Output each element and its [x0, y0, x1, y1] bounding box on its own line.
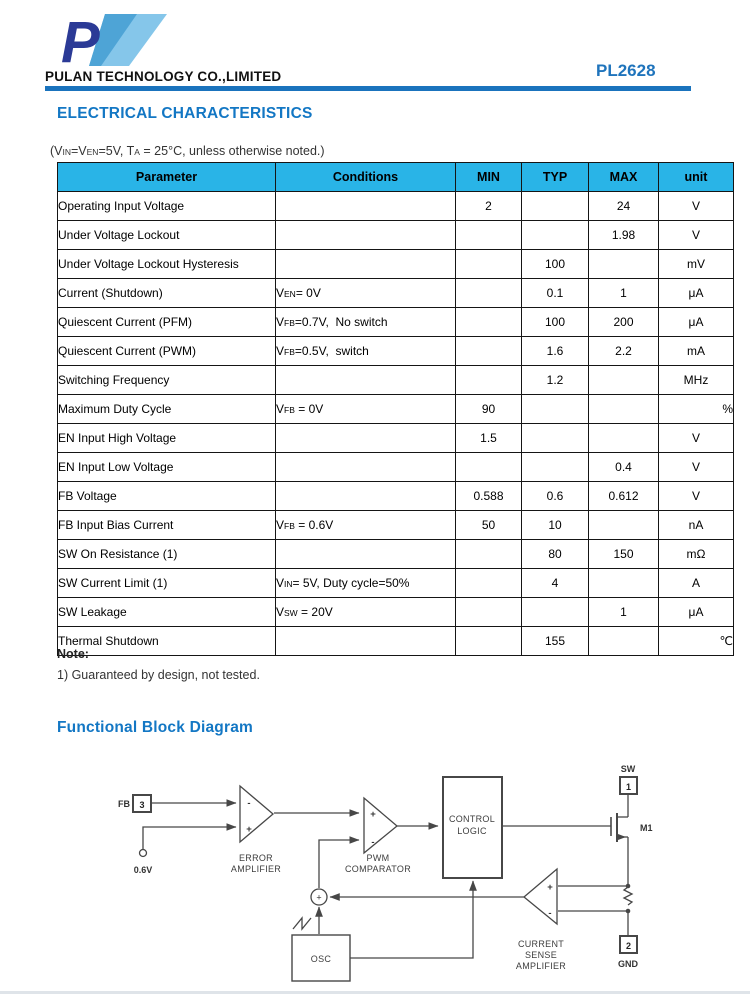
- logo-letter: P: [61, 10, 100, 70]
- table-cell: Thermal Shutdown: [58, 627, 276, 656]
- subscript: FB: [284, 318, 295, 328]
- column-header-unit: unit: [659, 163, 734, 192]
- table-cell: SW Current Limit (1): [58, 569, 276, 598]
- table-cell: 0.1: [522, 279, 589, 308]
- table-cell: 2.2: [589, 337, 659, 366]
- text-segment: = 0V: [295, 286, 321, 300]
- table-row: [58, 453, 734, 482]
- current-sense-label-2: SENSE: [524, 950, 558, 960]
- table-cell: μA: [659, 598, 734, 627]
- current-sense-amplifier-triangle: [524, 869, 557, 924]
- functional-block-diagram: [0, 750, 750, 1000]
- table-cell: 155: [522, 627, 589, 656]
- pin-number-1: 1: [625, 782, 632, 792]
- cs-amp-minus-sign: -: [548, 908, 552, 919]
- text-segment: =0.5V, switch: [294, 344, 369, 358]
- vref-label: 0.6V: [133, 865, 153, 875]
- table-cell: 1.6: [522, 337, 589, 366]
- table-cell: [456, 308, 522, 337]
- wire-vref-to-error-amp: [143, 827, 236, 849]
- table-cell: [276, 482, 456, 511]
- text-segment: V: [276, 344, 285, 358]
- table-cell: [589, 569, 659, 598]
- table-cell: 2: [456, 192, 522, 221]
- text-segment: =5V, T: [98, 144, 135, 158]
- table-cell: [276, 308, 456, 337]
- table-cell: V: [659, 192, 734, 221]
- text-segment: =V: [71, 144, 87, 158]
- table-cell: Operating Input Voltage: [58, 192, 276, 221]
- table-cell: MHz: [659, 366, 734, 395]
- table-cell: [276, 511, 456, 540]
- subscript: IN: [284, 579, 293, 589]
- table-cell: [276, 337, 456, 366]
- table-cell: [456, 250, 522, 279]
- subscript: IN: [62, 147, 71, 157]
- table-cell: [456, 337, 522, 366]
- wire-osc-to-control-logic: [350, 881, 473, 958]
- table-cell: [456, 366, 522, 395]
- table-cell: 150: [589, 540, 659, 569]
- column-header-typ: TYP: [522, 163, 589, 192]
- footer-rule: [0, 991, 750, 994]
- table-cell: 4: [522, 569, 589, 598]
- table-row: [58, 424, 734, 453]
- table-row: [58, 192, 734, 221]
- table-cell: [522, 598, 589, 627]
- table-cell: [589, 250, 659, 279]
- mosfet-arrow: [618, 834, 626, 840]
- table-row: [58, 511, 734, 540]
- table-cell: Quiescent Current (PFM): [58, 308, 276, 337]
- table-cell: 1.5: [456, 424, 522, 453]
- text-segment: V: [276, 605, 285, 619]
- note-item: 1) Guaranteed by design, not tested.: [57, 668, 260, 682]
- table-cell: FB Input Bias Current: [58, 511, 276, 540]
- table-cell: 90: [456, 395, 522, 424]
- table-cell: [276, 192, 456, 221]
- table-cell: 0.6: [522, 482, 589, 511]
- table-cell: ℃: [659, 627, 734, 656]
- table-cell: V: [659, 482, 734, 511]
- table-cell: %: [659, 395, 734, 424]
- table-cell: [456, 221, 522, 250]
- table-cell: mΩ: [659, 540, 734, 569]
- table-cell: 1.2: [522, 366, 589, 395]
- table-cell: [276, 453, 456, 482]
- table-cell: SW On Resistance (1): [58, 540, 276, 569]
- table-cell: [276, 395, 456, 424]
- table-row: [58, 337, 734, 366]
- table-cell: 1: [589, 279, 659, 308]
- subscript: FB: [284, 347, 295, 357]
- control-logic-label-2: LOGIC: [457, 826, 487, 836]
- vref-terminal: [140, 850, 147, 857]
- text-segment: V: [276, 286, 285, 300]
- table-row: [58, 569, 734, 598]
- cs-amp-plus-sign: +: [547, 882, 553, 893]
- subscript: EN: [86, 147, 99, 157]
- table-cell: [276, 627, 456, 656]
- text-segment: V: [276, 315, 285, 329]
- table-row: [58, 540, 734, 569]
- table-cell: [276, 540, 456, 569]
- column-header-min: MIN: [456, 163, 522, 192]
- table-cell: Under Voltage Lockout Hysteresis: [58, 250, 276, 279]
- text-segment: V: [276, 402, 285, 416]
- table-cell: mV: [659, 250, 734, 279]
- column-header-parameter: Parameter: [58, 163, 276, 192]
- subscript: SW: [284, 608, 298, 618]
- table-cell: μA: [659, 279, 734, 308]
- table-cell: [522, 453, 589, 482]
- table-row: [58, 395, 734, 424]
- pwm-comparator-triangle: [364, 798, 397, 853]
- section-title-functional-block-diagram: Functional Block Diagram: [57, 719, 253, 736]
- section-title-electrical-characteristics: ELECTRICAL CHARACTERISTICS: [57, 105, 313, 122]
- text-segment: = 20V: [297, 605, 333, 619]
- table-cell: [276, 279, 456, 308]
- table-cell: 100: [522, 250, 589, 279]
- subscript: A: [134, 147, 140, 157]
- sense-resistor: [624, 887, 632, 905]
- table-cell: Switching Frequency: [58, 366, 276, 395]
- error-amp-minus-sign: -: [247, 798, 251, 809]
- error-amplifier-triangle: [240, 786, 273, 842]
- table-cell: [276, 424, 456, 453]
- pwm-comparator-label-2: COMPARATOR: [344, 864, 412, 874]
- text-segment: V: [276, 576, 285, 590]
- table-cell: V: [659, 453, 734, 482]
- table-row: [58, 221, 734, 250]
- table-cell: 0.4: [589, 453, 659, 482]
- table-cell: [589, 366, 659, 395]
- table-cell: Under Voltage Lockout: [58, 221, 276, 250]
- table-cell: [456, 598, 522, 627]
- table-cell: [456, 569, 522, 598]
- text-segment: (V: [50, 144, 63, 158]
- table-row: [58, 627, 734, 656]
- table-cell: 0.588: [456, 482, 522, 511]
- table-cell: [456, 627, 522, 656]
- pwm-comparator-label-1: PWM: [366, 853, 390, 863]
- sw-pin-label: SW: [620, 764, 636, 774]
- table-cell: [522, 221, 589, 250]
- table-cell: V: [659, 424, 734, 453]
- node-dot-top: [626, 884, 631, 889]
- header-rule: [45, 86, 691, 91]
- part-number: PL2628: [596, 61, 656, 80]
- table-cell: 10: [522, 511, 589, 540]
- table-cell: 0.612: [589, 482, 659, 511]
- error-amp-plus-sign: +: [246, 824, 252, 835]
- table-cell: 24: [589, 192, 659, 221]
- table-cell: [522, 395, 589, 424]
- table-cell: 200: [589, 308, 659, 337]
- fb-pin-label: FB: [118, 799, 130, 809]
- table-cell: 50: [456, 511, 522, 540]
- node-dot-bottom: [626, 909, 631, 914]
- table-cell: [456, 453, 522, 482]
- current-sense-label-1: CURRENT: [517, 939, 565, 949]
- table-cell: [276, 221, 456, 250]
- table-cell: Current (Shutdown): [58, 279, 276, 308]
- electrical-characteristics-table: [57, 162, 734, 656]
- table-row: [58, 598, 734, 627]
- table-cell: Maximum Duty Cycle: [58, 395, 276, 424]
- table-cell: 80: [522, 540, 589, 569]
- table-row: [58, 482, 734, 511]
- table-cell: [276, 569, 456, 598]
- table-cell: [589, 627, 659, 656]
- table-cell: [522, 424, 589, 453]
- pulan-logo: [55, 10, 173, 70]
- table-row: [58, 366, 734, 395]
- table-cell: V: [659, 221, 734, 250]
- column-header-conditions: Conditions: [276, 163, 456, 192]
- column-header-max: MAX: [589, 163, 659, 192]
- sawtooth-icon: [293, 918, 311, 929]
- pwm-plus-sign: +: [370, 809, 376, 820]
- note-label: Note:: [57, 647, 89, 661]
- table-cell: A: [659, 569, 734, 598]
- text-segment: = 5V, Duty cycle=50%: [292, 576, 410, 590]
- table-cell: [276, 598, 456, 627]
- text-segment: =0.7V, No switch: [294, 315, 388, 329]
- table-cell: 1.98: [589, 221, 659, 250]
- error-amplifier-label-1: ERROR: [238, 853, 274, 863]
- pin-number-3: 3: [139, 800, 145, 810]
- control-logic-label-1: CONTROL: [448, 814, 496, 824]
- table-body: [58, 192, 734, 656]
- table-row: [58, 308, 734, 337]
- gnd-pin-label: GND: [618, 959, 638, 969]
- table-cell: nA: [659, 511, 734, 540]
- test-conditions: [50, 144, 325, 158]
- text-segment: = 0.6V: [294, 518, 334, 532]
- company-name: PULAN TECHNOLOGY CO.,LIMITED: [45, 69, 282, 84]
- pwm-minus-sign: -: [371, 837, 375, 848]
- table-cell: SW Leakage: [58, 598, 276, 627]
- table-row: [58, 250, 734, 279]
- m1-label: M1: [640, 823, 653, 833]
- table-row: [58, 279, 734, 308]
- table-cell: [456, 540, 522, 569]
- table-cell: [456, 279, 522, 308]
- summer-plus-sign: +: [316, 892, 322, 903]
- subscript: FB: [284, 521, 295, 531]
- table-cell: Quiescent Current (PWM): [58, 337, 276, 366]
- table-cell: EN Input Low Voltage: [58, 453, 276, 482]
- table-header-row: [58, 163, 734, 192]
- table-cell: [522, 192, 589, 221]
- table-cell: [276, 250, 456, 279]
- pin-number-2: 2: [625, 941, 632, 951]
- table-cell: FB Voltage: [58, 482, 276, 511]
- table-cell: [276, 366, 456, 395]
- osc-label: OSC: [310, 954, 332, 964]
- table-cell: μA: [659, 308, 734, 337]
- subscript: EN: [284, 289, 296, 299]
- subscript: FB: [284, 405, 295, 415]
- table-cell: 100: [522, 308, 589, 337]
- current-sense-label-3: AMPLIFIER: [515, 961, 567, 971]
- table-cell: [589, 424, 659, 453]
- table-cell: mA: [659, 337, 734, 366]
- text-segment: = 25°C, unless otherwise noted.): [139, 144, 325, 158]
- table-cell: 1: [589, 598, 659, 627]
- text-segment: = 0V: [294, 402, 324, 416]
- table-cell: EN Input High Voltage: [58, 424, 276, 453]
- text-segment: V: [276, 518, 285, 532]
- error-amplifier-label-2: AMPLIFIER: [230, 864, 282, 874]
- table-cell: [589, 511, 659, 540]
- table-cell: [589, 395, 659, 424]
